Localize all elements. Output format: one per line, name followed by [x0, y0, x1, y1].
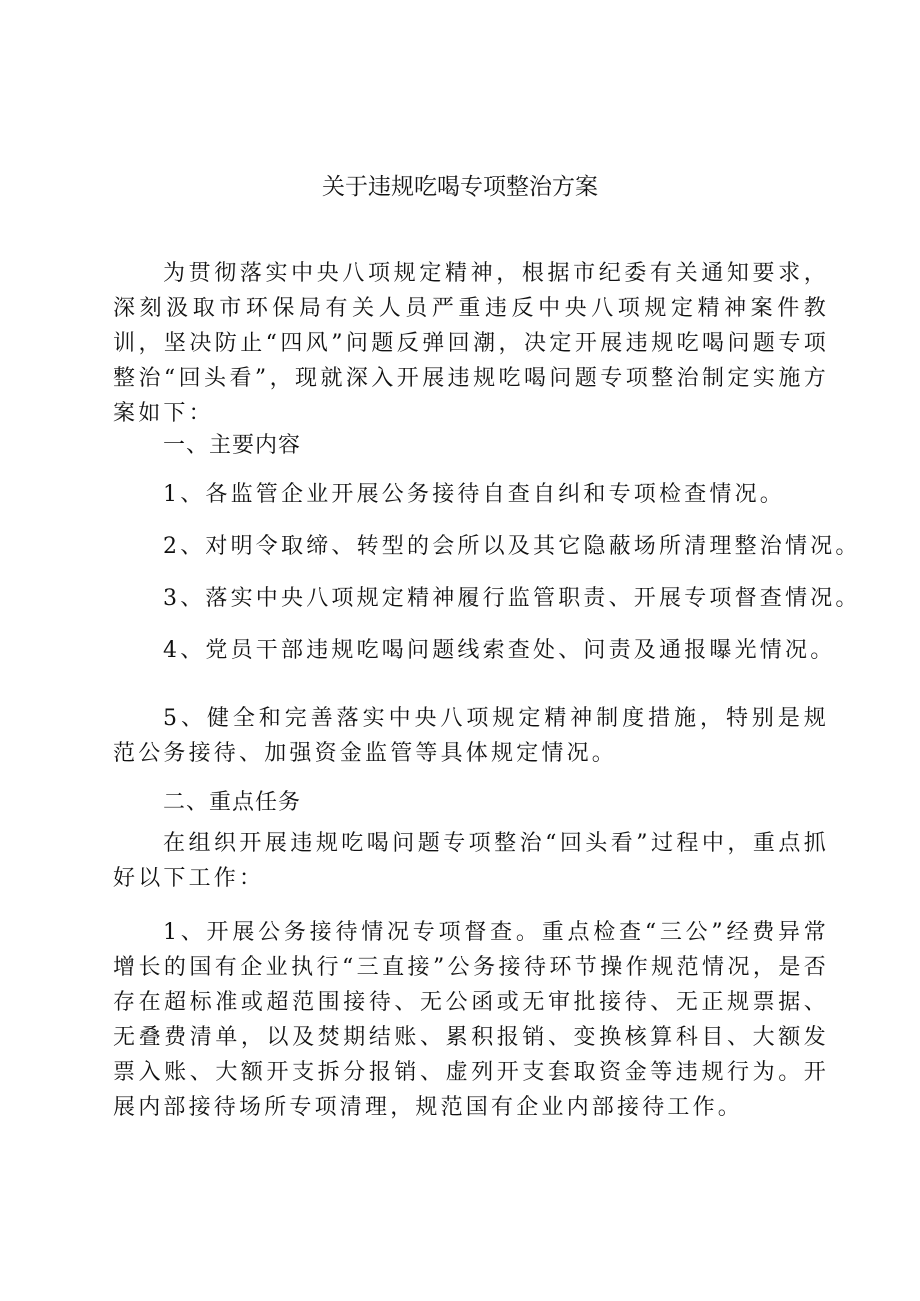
section2-intro-paragraph: 在组织开展违规吃喝问题专项整治“回头看”过程中，重点抓好以下工作： — [113, 831, 829, 891]
section-heading-main-content: 一、主要内容 — [163, 433, 302, 458]
task-1-paragraph: 1、开展公务接待情况专项督查。重点检查“三公”经费异常增长的国有企业执行“三直接”公务接待环节操作规范情况，是否存在超标准或超范围接待、无公函或无审批接待、无正规票据、无叠费清单，以及焚期结账、累积报销、变换核算科目、大额发票入账、大额开支拆分报销、虚列开支套取资金等违规行为。开展内部接待场所专项清理，规范国有企业内部接待工作。 — [113, 920, 829, 1120]
section-heading-key-tasks: 二、重点任务 — [163, 790, 302, 815]
document-title: 关于违规吃喝专项整治方案 — [322, 174, 598, 200]
list-item: 2、对明令取缔、转型的会所以及其它隐蔽场所清理整治情况。 — [163, 534, 861, 559]
list-item: 3、落实中央八项规定精神履行监管职责、开展专项督查情况。 — [163, 586, 861, 611]
intro-paragraph: 为贯彻落实中央八项规定精神，根据市纪委有关通知要求，深刻汲取市环保局有关人员严重违反中央八项规定精神案件教训，坚决防止“四风”问题反弹回潮，决定开展违规吃喝问题专项整治“回头看”，现就深入开展违规吃喝问题专项整治制定实施方案如下： — [113, 261, 829, 426]
list-item: 1、各监管企业开展公务接待自查自纠和专项检查情况。 — [163, 482, 785, 507]
list-item: 5、健全和完善落实中央八项规定精神制度措施，特别是规范公务接待、加强资金监管等具体规定情况。 — [113, 706, 829, 766]
list-item: 4、党员干部违规吃喝问题线索查处、问责及通报曝光情况。 — [163, 638, 836, 663]
